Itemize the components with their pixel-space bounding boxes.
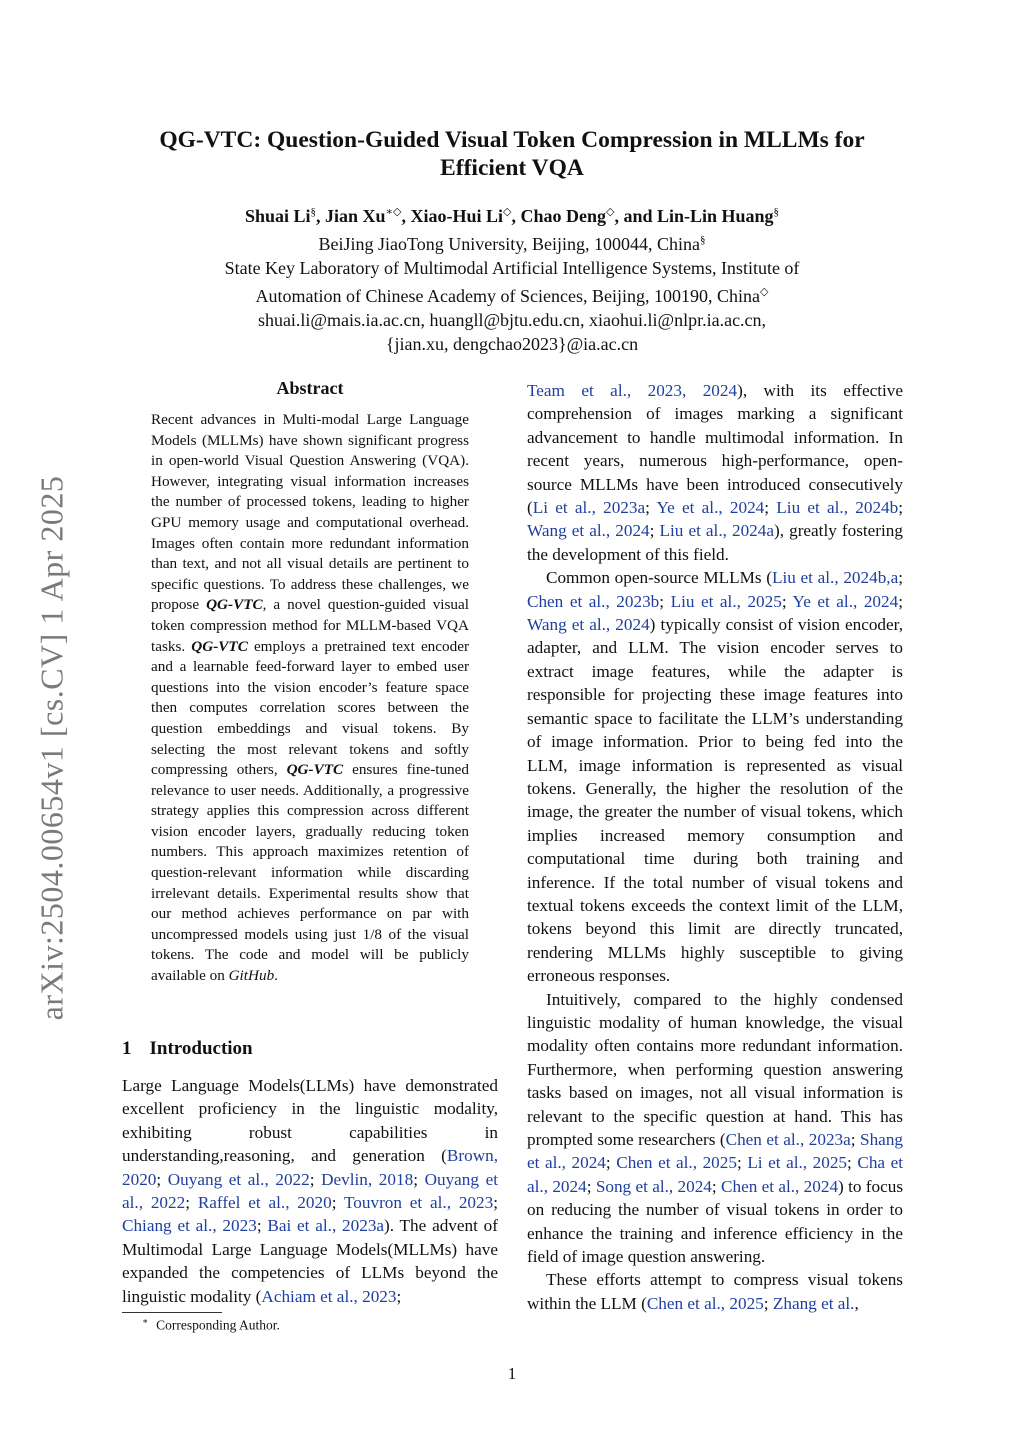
section-heading-introduction xyxy=(122,1038,253,1060)
abstract-heading: Abstract xyxy=(276,378,344,398)
citation-link[interactable]: Wang et al., 2024 xyxy=(527,521,650,541)
title-line-1: QG-VTC: Question-Guided Visual Token Compression in MLLMs for xyxy=(159,127,865,153)
citation-link[interactable]: Devlin, 2018 xyxy=(321,1169,414,1189)
paper-title xyxy=(110,126,914,182)
affiliation-mark: § xyxy=(310,206,317,218)
citation-link[interactable]: Chen et al., 2023a xyxy=(725,1130,851,1149)
paragraph-redundancy: Intuitively, compared to the highly condensed linguistic modality of human knowledge, the visual modality often contains more redundant information. Furthermore, when performing question answering tasks based on images, not all visual information is relevant to the specific question at hand. This has prompted some researchers (Chen et al., 2023a; Shang et al., 2024; Chen et al., 2025; Li et al., 2025; Cha et al., 2024; Song et al., 2024; Chen et al., 2024) to focus on reducing the number of visual tokens in order to enhance the training and inference efficiency in the field of image question answering. xyxy=(527,989,904,1267)
citation-link[interactable]: Chen et al., 2023b xyxy=(527,591,660,611)
paragraph-mllm-architecture: Common open-source MLLMs (Liu et al., 2024b,a; Chen et al., 2023b; Liu et al., 2025; Ye et al., 2024; Wang et al., 2024) typically consist of vision encoder, adapter, and LLM. The vision encoder serves to extract image features, while the adapter is responsible for projecting these image features into semantic space to facilitate the LLM’s understanding of image information. Prior to being fed into the LLM, image information is represented as visual tokens. Generally, the higher the resolution of the image, the greater the number of visual tokens, which implies increased memory consumption and computational time during both training and inference. If the total number of visual tokens and textual tokens exceeds the context limit of the LLM, tokens beyond this limit are directly truncated, rendering MLLMs highly susceptible to giving erroneous responses. xyxy=(527,568,903,986)
citation-link[interactable]: Ye et al., 2024 xyxy=(792,591,899,611)
footnote-mark: ∗ xyxy=(142,1316,149,1326)
method-name: QG-VTC xyxy=(206,596,263,614)
citation-link[interactable]: Chiang et al., 2023 xyxy=(122,1216,257,1236)
paragraph-continued: Team et al., 2023, 2024), with its effective comprehension of images marking a significant advancement to handle multimodal information. In recent years, numerous high-performance, open-source MLLMs have been introduced consecutively (Li et al., 2023a; Ye et al., 2024; Liu et al., 2024b; Wang et al., 2024; Liu et al., 2024a), greatly fostering the development of this field. xyxy=(527,381,904,564)
citation-link[interactable]: Touvron et al., 2023 xyxy=(343,1193,494,1213)
affiliation-mark: ◇ xyxy=(605,206,615,218)
citation-link[interactable]: Ye et al., 2024 xyxy=(656,498,765,518)
page-number: 1 xyxy=(507,1364,517,1383)
github-mention: GitHub xyxy=(228,967,275,985)
citation-link[interactable]: Wang et al., 2024 xyxy=(527,615,650,635)
section-number: 1 xyxy=(122,1038,132,1059)
method-name: QG-VTC xyxy=(286,761,344,779)
footnote-text: Corresponding Author. xyxy=(156,1317,280,1333)
author-name: Jian Xu xyxy=(325,206,386,226)
introduction-paragraph-1: Large Language Models(LLMs) have demonstrated excellent proficiency in the linguistic modality, exhibiting robust capabilities in understanding,reasoning, and generation (Brown, 2020; Ouyang et al., 2022; Devlin, 2018; Ouyang et al., 2022; Raffel et al., 2020; Touvron et al., 2023; Chiang et al., 2023; Bai et al., 2023a). The advent of Multimodal Large Language Models(MLLMs) have expanded the competencies of LLMs beyond the linguistic modality (Achiam et al., 2023; xyxy=(122,1076,498,1306)
citation-link[interactable]: Liu et al., 2024a xyxy=(659,521,775,541)
author-name: Shuai Li xyxy=(244,206,311,226)
citation-link[interactable]: Li et al., 2025 xyxy=(747,1153,848,1173)
author-name: and Lin-Lin Huang xyxy=(623,206,774,226)
section-title: Introduction xyxy=(149,1038,253,1059)
citation-link[interactable]: Cha et al., 2024 xyxy=(527,1153,904,1196)
citation-link[interactable]: Team et al., 2023, 2024 xyxy=(527,381,738,400)
citation-link[interactable]: Brown, 2020 xyxy=(122,1146,498,1189)
citation-link[interactable]: Liu et al., 2024b xyxy=(776,498,899,518)
paragraph-compression-efforts: These efforts attempt to compress visual tokens within the LLM (Chen et al., 2025; Zhang et al., xyxy=(527,1270,903,1313)
citation-link[interactable]: Ouyang et al., 2022 xyxy=(122,1169,498,1213)
footnote xyxy=(142,1316,280,1334)
affiliation-2-line-2: Automation of Chinese Academy of Sciences, Beijing, 100190, China◇ xyxy=(255,286,769,306)
right-column-body xyxy=(527,379,903,1315)
author-names: Shuai Li§, Jian Xu∗◇, Xiao-Hui Li◇, Chao Deng◇, and Lin-Lin Huang§ xyxy=(244,206,780,226)
affiliation-mark: ∗◇ xyxy=(385,206,402,218)
affiliation-mark: § xyxy=(773,206,780,218)
citation-link[interactable]: Chen et al., 2024 xyxy=(721,1176,839,1196)
email-line-1: shuai.li@mais.ia.ac.cn, huangll@bjtu.edu.cn, xiaohui.li@nlpr.ia.ac.cn, xyxy=(257,310,767,330)
footnote-divider xyxy=(122,1312,222,1313)
citation-link[interactable]: Raffel et al., 2020 xyxy=(197,1193,332,1213)
citation-link[interactable]: Chen et al., 2025 xyxy=(616,1153,737,1173)
citation-link[interactable]: Li et al., 2023a xyxy=(532,498,646,518)
author-name: Xiao-Hui Li xyxy=(410,206,503,226)
author-block xyxy=(110,200,914,356)
citation-link[interactable]: Achiam et al., 2023 xyxy=(261,1286,397,1306)
affiliation-mark: ◇ xyxy=(503,206,512,218)
arxiv-identifier-stamp: arXiv:2504.00654v1 [cs.CV] 1 Apr 2025 xyxy=(33,475,70,1021)
title-line-2: Efficient VQA xyxy=(440,155,584,181)
citation-link[interactable]: Ouyang et al., 2022 xyxy=(167,1169,310,1189)
citation-link[interactable]: Zhang et al. xyxy=(772,1293,855,1313)
citation-link[interactable]: Liu et al., 2024b,a xyxy=(772,568,899,588)
citation-link[interactable]: Bai et al., 2023a xyxy=(267,1216,385,1236)
citation-link[interactable]: Liu et al., 2025 xyxy=(670,591,782,611)
affiliation-1: BeiJing JiaoTong University, Beijing, 100044, China§ xyxy=(318,234,706,254)
abstract-body: Recent advances in Multi-modal Large Language Models (MLLMs) have shown significant progress in open-world Visual Question Answering (VQA). However, integrating visual information increases the number of processed tokens, leading to higher GPU memory usage and computational overhead. Images often contain more redundant information than text, and not all visual details are pertinent to specific questions. To address these challenges, we propose QG-VTC, a novel question-guided visual token compression method for MLLM-based VQA tasks. QG-VTC employs a pretrained text encoder and a learnable feed-forward layer to embed user questions into the vision encoder’s feature space then computes correlation scores between the question embeddings and visual tokens. By selecting the most relevant tokens and softly compressing others, QG-VTC ensures fine-tuned relevance to user needs. Additionally, a progressive strategy applies this compression across different vision encoder layers, gradually reducing token numbers. This approach maximizes retention of question-relevant information while discarding irrelevant details. Experimental results show that our method achieves performance on par with uncompressed models using just 1/8 of the visual tokens. The code and model will be publicly available on GitHub. xyxy=(151,411,470,985)
method-name: QG-VTC xyxy=(191,637,248,655)
author-name: Chao Deng xyxy=(520,206,606,226)
affiliation-2-line-1: State Key Laboratory of Multimodal Artificial Intelligence Systems, Institute of xyxy=(224,258,800,278)
citation-link[interactable]: Song et al., 2024 xyxy=(595,1176,712,1196)
citation-link[interactable]: Chen et al., 2025 xyxy=(646,1293,764,1313)
email-line-2: {jian.xu, dengchao2023}@ia.ac.cn xyxy=(385,334,639,354)
citation-link[interactable]: Shang et al., 2024 xyxy=(527,1130,903,1173)
